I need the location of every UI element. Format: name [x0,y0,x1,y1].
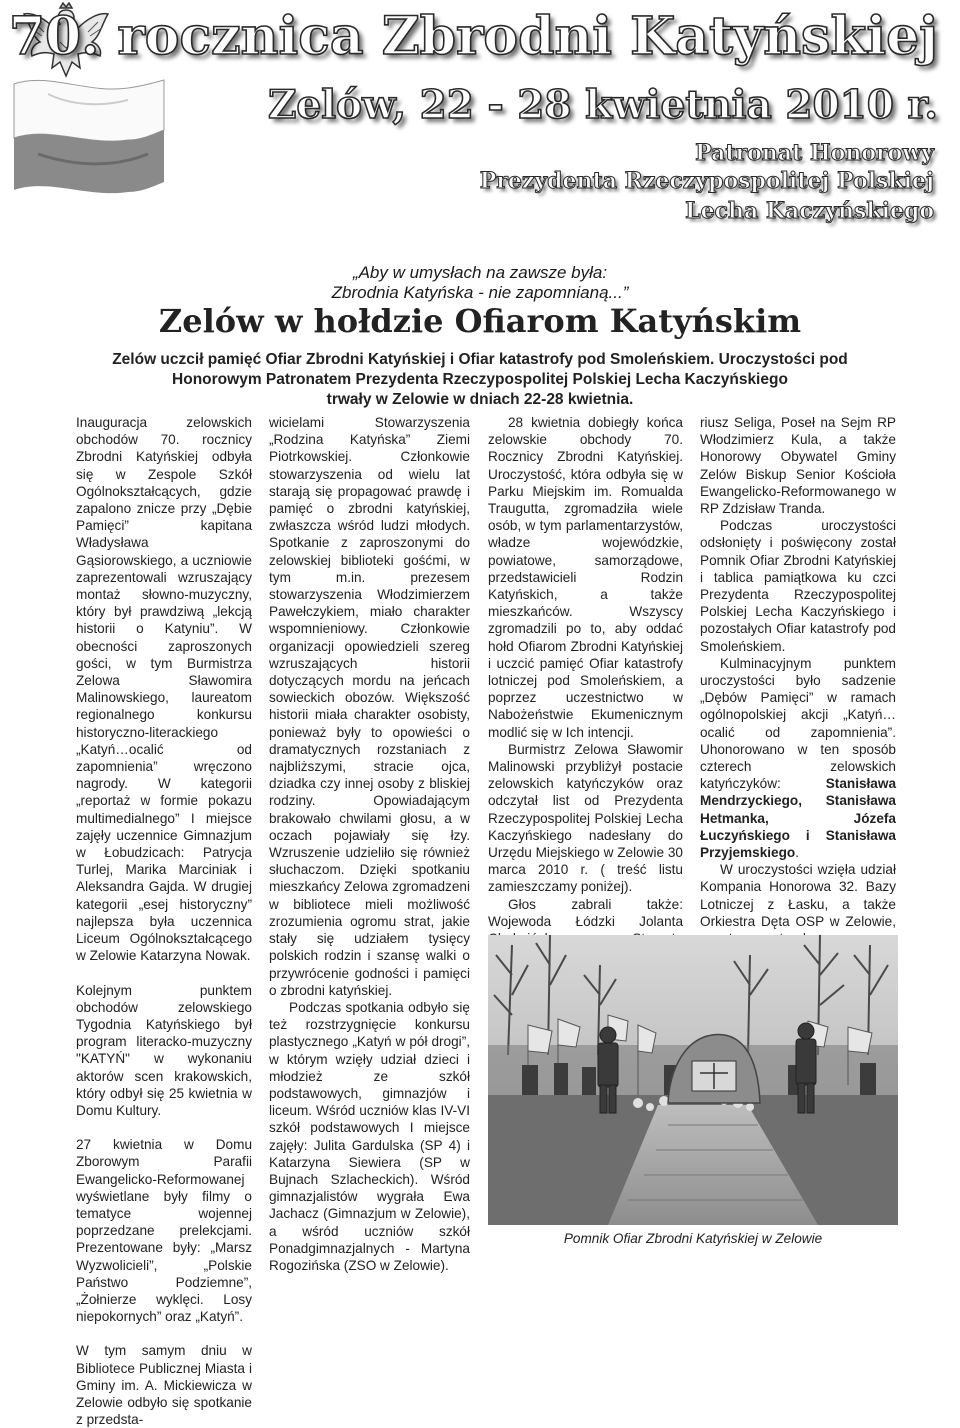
article-headline: Zelów w hołdzie Ofiarom Katyńskim [158,302,802,340]
paragraph-text: Kulminacyjnym punktem uroczystości było sadzenie „Dębów Pamięci” w ramach ogólnopolskiej akcji „Katyń…ocalić od zapomnienia”. Uhonorowano w ten sposób czterech zelowskich katyńczyków: [700,655,896,792]
polish-flag-icon [8,74,168,234]
article-column-2 [269,414,470,1274]
paragraph: W uroczystości wzięła udział Kompania Honorowa 32. Bazy Lotniczej z Łasku, a także Orkiestra Dęta OSP w Zelowie, [700,862,896,929]
paragraph: Burmistrz Zelowa Sławomir Malinowski przybliżył postacie zelowskich katyńczyków oraz odczytał list od Prezydenta Rzeczypospolitej Polskiej Lecha Kaczyńskiego nadesłany do Urzędu Miejskiego w Zelowie 30 marca 2010 r. ( treść listu zamieszczamy poniżej). [488,741,683,895]
monument-photo-icon [488,935,898,1225]
paragraph: Inauguracja zelowskich obchodów 70. rocznicy Zbrodni Katyńskiej odbyła się w Zespole Szkół Ogólnokształcących, gdzie zapalono znicze przy „Dębie Pamięci” kapitana Władysława Gąsiorowskiego, a uczniowie zaprezentowali wzruszający montaż słowno-muzyczny, który był prawdziwą „lekcją historii o Katyniu”. W obecności zaproszonych gości, w tym Burmistrza Zelowa Sławomira Malinowskiego, laureatom regionalnego konkursu historyczno-literackiego „Katyń…ocalić od zapomnienia” wręczono nagrody. W kategorii „reportaż w formie pokazu multimedialnego” I miejsce zajęły uczennice Gimnazjum w Łobudzicach: Patrycja Turlej, Marika Marciniak i Aleksandra Gajda. W drugiej kategorii „esej historyczny” najlepsza była uczennica Liceum Ogólnokształcącego w Zelowie Katarzyna Nowak. [76,415,252,964]
paragraph [700,655,896,861]
article-column-1 [76,414,252,1428]
paragraph: Podczas spotkania odbyło się też rozstrzygnięcie konkursu plastycznego „Katyń w pół drogi”, w którym wzięły udział dzieci i młodzież ze szkół podstawowych, gimnazjów i liceum. Wśród uczniów klas IV-VI szkół podstawowych I miejsce zajęły: Julita Gardulska (SP 4) i Katarzyna Siewiera (SP w Bujnach Szlacheckich). Wśród gimnazjalistów wygrała Ewa Jachacz (Gimnazjum w Zelowie), a wśród uczniów szkół Ponadgimnazjalnych - Martyna Rogozińska (ZSO w Zelowie). [269,999,470,1273]
paragraph-text: . [795,845,799,861]
header-date: Zelów, 22 - 28 kwietnia 2010 r. [267,82,938,128]
photo-caption: Pomnik Ofiar Zbrodni Katyńskiej w Zelowie [563,1231,823,1246]
paragraph: Podczas uroczystości odsłonięty i poświęcony został Pomnik Ofiar Zbrodni Katyńskiej i tablica pamiątkowa ku czci Prezydenta Rzeczypospolitej Polskiej Lecha Kaczyńskiego i pozostałych Ofiar katastrofy pod Smoleńskiem. [700,518,896,654]
paragraph: riusz Seliga, Poseł na Sejm RP Włodzimierz Kula, a także Honorowy Obywatel Gminy Zelów Biskup Senior Kościoła Ewangelicko-Reformowanego w RP Zdzisław Tranda. [700,415,896,517]
motto-quote-line-1: „Aby w umysłach na zawsze była: [352,263,608,282]
honored-names: Stanisława Mendrzyckiego, Stanisława Hetmanka, Józefa Łuczyńskiego i Stanisława Przyjemskiego [700,776,896,861]
patronage-line-3: Lecha Kaczyńskiego [685,198,934,224]
paragraph: Kolejnym punktem obchodów zelowskiego Tygodnia Katyńskiego był program literacko-muzyczny "KATYŃ" w wykonaniu aktorów scen krakowskich, który odbył się 25 kwietnia w Domu Kultury. [76,982,252,1118]
paragraph: W tym samym dniu w Bibliotece Publicznej Miasta i Gminy im. A. Mickiewicza w Zelowie odbyło się spotkanie z przedsta- [76,1343,252,1428]
header-title: 70. rocznica Zbrodni Katyńskiej [8,6,938,67]
article-lead-line-3: trwały w Zelowie w dniach 22-28 kwietnia. [326,391,634,408]
article-lead-line-1: Zelów uczcił pamięć Ofiar Zbrodni Katyńskiej i Ofiar katastrofy pod Smoleńskiem. Uroczystości pod [112,351,848,368]
article-column-3 [488,414,683,982]
paragraph: 27 kwietnia w Domu Zborowym Parafii Ewangelicko-Reformowanej wyświetlane były filmy o tematyce wojennej poprzedzane prelekcjami. Prezentowane były: „Marsz Wyzwolicieli”, „Polskie Państwo Podziemne”, „Żołnierze wyklęci. Losy niepokornych” oraz „Katyń”. [76,1137,252,1325]
article-lead-line-2: Honorowym Patronatem Prezydenta Rzeczypospolitej Polskiej Lecha Kaczyńskiego [172,371,788,388]
patronage-line-2: Prezydenta Rzeczypospolitej Polskiej [479,168,934,194]
paragraph: Głos zabrali także: Wojewoda Łódzki Jolanta [488,896,683,929]
paragraph: wicielami Stowarzyszenia „Rodzina Katyńska” Ziemi Piotrkowskiej. Członkowie stowarzyszenia od wielu lat starają się propagować prawdę i pamięć o zbrodni katyńskiej, zwłaszcza wśród ludzi młodych. Spotkanie z zaproszonymi do zelowskiej biblioteki gośćmi, w tym m.in. prezesem stowarzyszenia Włodzimierzem Pawełczykiem, miało charakter wspomnieniowy. Członkowie organizacji opowiedzieli szereg wzruszających historii dotyczących mordu na jeńcach sowieckich obozów. Większość historii miała charakter osobisty, ponieważ były to opowieści o dramatycznych rozstaniach z najbliższymi, stracie ojca, dziadka czy innej osoby z bliskiej rodziny. Opowiadającym brakowało chwilami głosu, a w oczach pojawiały się łzy. Wzruszenie udzieliło się również słuchaczom. Dzięki spotkaniu mieszkańcy Zelowa zgromadzeni w bibliotece mieli możliwość zrozumienia ogromu strat, jakie stały się udziałem tysięcy polskich rodzin i szansę walki o przywrócenie godności i pamięci o zbrodni katyńskiej. [269,415,470,998]
paragraph: 28 kwietnia dobiegły końca zelowskie obchody 70. Rocznicy Zbrodni Katyńskiej. Uroczystość, która odbyła się w Parku Miejskim im. Romualda Traugutta, zgromadziła wiele osób, w tym parlamentarzystów, władze wojewódzkie, powiatowe, samorządowe, przedstawicieli Rodzin Katyńskich, a także mieszkańców. Wszyscy zgromadzili po to, aby oddać hołd Ofiarom Zbrodni Katyńskiej i uczcić pamięć Ofiar katastrofy lotniczej pod Smoleńskiem, a poprzez uczestnictwo w Nabożeństwie Ekumenicznym modlić się w Ich intencji. [488,415,683,740]
motto-quote-line-2: Zbrodnia Katyńska - nie zapomnianą...” [331,283,629,302]
article-column-4 [700,414,896,965]
patronage-line-1: Patronat Honorowy [695,140,934,166]
